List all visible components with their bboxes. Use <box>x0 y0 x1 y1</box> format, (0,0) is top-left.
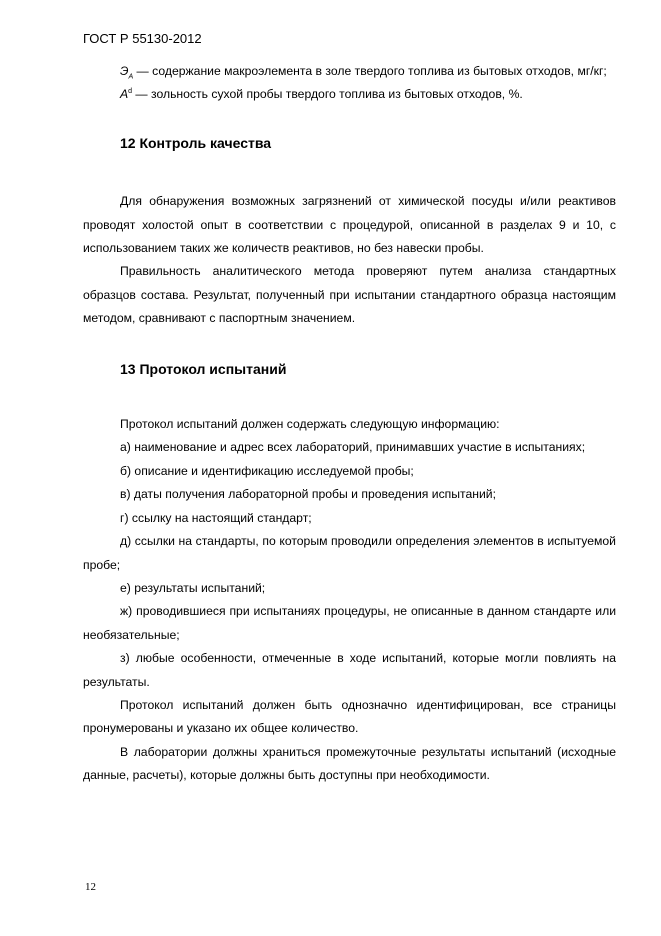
list-item: а) наименование и адрес всех лабораторий, принимавших участие в испытаниях; <box>120 440 586 455</box>
definition-e-text: — содержание макроэлемента в золе твердого топлива из бытовых отходов, мг/кг; <box>133 64 607 78</box>
section-12-paragraph: Правильность аналитического метода проверяют путем анализа стандартных образцов состава. Результат, полученный при испытании стандартного образца настоящим методом, сравнивают с паспортным значением. <box>83 264 616 326</box>
list-item: г) ссылку на настоящий стандарт; <box>120 510 312 525</box>
definition-a-text: — зольность сухой пробы твердого топлива из бытовых отходов, %. <box>132 87 523 102</box>
symbol-a-superscript: d <box>128 88 133 96</box>
list-item: е) результаты испытаний; <box>120 580 266 595</box>
definition-a-d <box>83 83 616 106</box>
section-13-heading: 13 Протокол испытаний <box>120 360 287 377</box>
document-body <box>83 60 616 788</box>
section-12-heading: 12 Контроль качества <box>120 134 272 151</box>
section-12-paragraph: Для обнаружения возможных загрязнений от химической посуды и/или реактивов проводят холостой опыт в соответствии с процедурой, описанной в разделах 9 и 10, с использованием таких же количеств реактивов, но без навески пробы. <box>83 194 616 256</box>
list-item: д) ссылки на стандарты, по которым проводили определения элементов в испытуемой пробе; <box>83 534 616 572</box>
definition-e-a <box>83 60 616 83</box>
symbol-e: Э <box>120 64 129 78</box>
symbol-e-subscript: A <box>128 73 134 81</box>
list-item: в) даты получения лабораторной пробы и проведения испытаний; <box>120 487 496 502</box>
symbol-a: A <box>120 87 129 102</box>
page-number: 12 <box>85 881 96 893</box>
standard-header: ГОСТ Р 55130-2012 <box>83 31 202 46</box>
list-item: б) описание и идентификацию исследуемой пробы; <box>120 463 414 478</box>
closing-paragraph: В лаборатории должны храниться промежуточные результаты испытаний (исходные данные, расчеты), которые должны быть доступны при необходимости. <box>83 744 616 783</box>
list-item: ж) проводившиеся при испытаниях процедуры, не описанные в данном стандарте или необязательные; <box>83 604 616 642</box>
closing-paragraph: Протокол испытаний должен быть однозначно идентифицирован, все страницы пронумерованы и указано их общее количество. <box>83 697 616 736</box>
list-item: з) любые особенности, отмеченные в ходе испытаний, которые могли повлиять на результаты. <box>83 651 616 689</box>
section-13-intro: Протокол испытаний должен содержать следующую информацию: <box>120 417 500 432</box>
